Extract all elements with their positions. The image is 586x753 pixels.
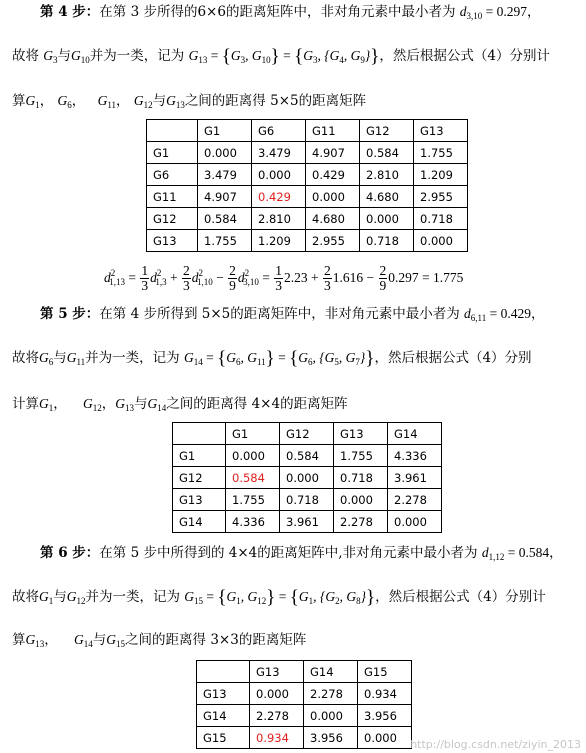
distance-cell: 1.209 xyxy=(414,164,468,186)
distance-cell: 1.755 xyxy=(198,230,252,252)
distance-cell: 0.000 xyxy=(280,467,334,489)
distance-cell: 2.955 xyxy=(306,230,360,252)
step4-set-expr: $G_{13} = \{G_3$, $G_{10}\} = \{G_3$, {$G_4$, $G_9$}} xyxy=(188,46,380,67)
distance-cell: 0.584 xyxy=(280,445,334,467)
table-row xyxy=(197,727,412,749)
table-header-row xyxy=(197,661,412,683)
table-header-cell: G13 xyxy=(334,423,388,445)
distance-cell: 4.680 xyxy=(306,208,360,230)
table-header-cell xyxy=(147,120,198,142)
distance-cell: 1.755 xyxy=(414,142,468,164)
step4-line1 xyxy=(40,3,541,25)
table-header-cell: G12 xyxy=(280,423,334,445)
table-header-cell: G12 xyxy=(360,120,414,142)
table-header-cell xyxy=(173,423,226,445)
distance-cell: 2.278 xyxy=(334,511,388,533)
watermark: http://blog.csdn.net/ziyin_2013 xyxy=(410,738,581,751)
table-row xyxy=(173,511,442,533)
distance-cell: 0.934 xyxy=(250,727,304,749)
distance-cell: 0.000 xyxy=(358,727,412,749)
distance-cell: 4.907 xyxy=(306,142,360,164)
table-header-cell xyxy=(197,661,250,683)
step4-label: 第 4 步： xyxy=(40,4,100,20)
distance-cell: 3.479 xyxy=(252,142,306,164)
distance-cell: 0.000 xyxy=(226,445,280,467)
distance-cell: 0.429 xyxy=(252,186,306,208)
distance-cell: 4.336 xyxy=(226,511,280,533)
row-label-cell: G11 xyxy=(147,186,198,208)
step4-line3: 算$G_1$， $G_6$， $G_{11}$， $G_{12}$与$G_{13}$之间的距离得 5×5的距离矩阵 xyxy=(12,93,367,110)
distance-cell: 1.755 xyxy=(334,445,388,467)
formula-d-1-13: $d^2_{1,13}$ = $\frac{1}{3}$ $d^2_{1,3}$ + $\frac{2}{3}$ $d^2_{1,10}$ − $\frac{2}{9}$ $d^2_{3,10}$ = $\frac{1}{3}$ 2.23 + $\frac{2}{3}$ 1.616 − $\frac{2}{9}$ 0.297 = 1.775 xyxy=(104,263,464,294)
distance-cell: 0.000 xyxy=(334,489,388,511)
distance-matrix-3x3 xyxy=(196,660,412,749)
distance-cell: 0.934 xyxy=(358,683,412,705)
row-label-cell: G15 xyxy=(197,727,250,749)
row-label-cell: G6 xyxy=(147,164,198,186)
distance-cell: 0.000 xyxy=(388,511,442,533)
distance-cell: 0.718 xyxy=(280,489,334,511)
row-label-cell: G12 xyxy=(173,467,226,489)
distance-cell: 0.718 xyxy=(334,467,388,489)
row-label-cell: G14 xyxy=(173,511,226,533)
table-row xyxy=(197,705,412,727)
distance-cell: 0.429 xyxy=(306,164,360,186)
table-header-cell: G13 xyxy=(414,120,468,142)
step6-line2: 故将$G_1$与$G_{12}$并为一类，记为 $G_{15} = \{G_1$, $G_{12}\} = \{G_1$, {$G_2$, $G_8$}}，然后根据公式（4）分别计 xyxy=(12,587,546,608)
row-label-cell: G1 xyxy=(147,142,198,164)
distance-cell: 3.956 xyxy=(358,705,412,727)
table-header-cell: G6 xyxy=(252,120,306,142)
step5-line2: 故将$G_6$与$G_{11}$并为一类，记为 $G_{14} = \{G_6$, $G_{11}\} = \{G_6$, {$G_5$, $G_7$}}，然后根据公式（4）分别 xyxy=(12,348,532,369)
distance-cell: 4.907 xyxy=(198,186,252,208)
step4-min-expr: $d_{3,10} = 0.297$， xyxy=(459,4,541,21)
distance-cell: 0.584 xyxy=(226,467,280,489)
step6-line3: 算$G_{13}$， $G_{14}$与$G_{15}$之间的距离得 3×3的距离矩阵 xyxy=(12,632,307,649)
row-label-cell: G13 xyxy=(147,230,198,252)
table-header-cell: G13 xyxy=(250,661,304,683)
row-label-cell: G1 xyxy=(173,445,226,467)
step4-line2: 故将 $G_3$与$G_{10}$并为一类，记为 $G_{13} = \{G_3$, $G_{10}\} = \{G_3$, {$G_4$, $G_9$}}，然后根据公式（4）分别计 xyxy=(12,46,550,67)
distance-cell: 2.810 xyxy=(252,208,306,230)
step5-line1: 第 5 步：在第 4 步所得到 5×5的距离矩阵中，非对角元素中最小者为 $d_{6,11} = 0.429$， xyxy=(40,306,545,323)
distance-cell: 4.680 xyxy=(360,186,414,208)
distance-cell: 4.336 xyxy=(388,445,442,467)
distance-cell: 0.000 xyxy=(304,705,358,727)
distance-cell: 3.961 xyxy=(388,467,442,489)
table-row xyxy=(197,683,412,705)
distance-cell: 3.956 xyxy=(304,727,358,749)
distance-cell: 2.278 xyxy=(304,683,358,705)
step5-line3: 计算$G_1$， $G_{12}$，$G_{13}$与$G_{14}$之间的距离得 4×4的距离矩阵 xyxy=(12,396,348,413)
distance-matrix-4x4 xyxy=(172,422,442,533)
table-header-cell: G1 xyxy=(198,120,252,142)
table-row xyxy=(147,208,468,230)
step4-text1: 在第 3 步所得的6×6的距离矩阵中，非对角元素中最小者为 xyxy=(99,4,456,20)
table-row xyxy=(173,445,442,467)
distance-cell: 1.755 xyxy=(226,489,280,511)
distance-cell: 3.961 xyxy=(280,511,334,533)
table-row xyxy=(173,489,442,511)
row-label-cell: G13 xyxy=(197,683,250,705)
table-row xyxy=(147,142,468,164)
table-row xyxy=(147,164,468,186)
table-header-cell: G15 xyxy=(358,661,412,683)
table-header-row xyxy=(173,423,442,445)
distance-cell: 0.000 xyxy=(250,683,304,705)
distance-cell: 0.000 xyxy=(360,208,414,230)
row-label-cell: G14 xyxy=(197,705,250,727)
distance-cell: 0.000 xyxy=(198,142,252,164)
distance-cell: 2.810 xyxy=(360,164,414,186)
distance-cell: 0.718 xyxy=(414,208,468,230)
distance-cell: 0.584 xyxy=(198,208,252,230)
distance-cell: 0.718 xyxy=(360,230,414,252)
table-row xyxy=(147,186,468,208)
table-row xyxy=(147,230,468,252)
distance-cell: 2.278 xyxy=(388,489,442,511)
row-label-cell: G12 xyxy=(147,208,198,230)
distance-cell: 0.584 xyxy=(360,142,414,164)
table-header-cell: G1 xyxy=(226,423,280,445)
distance-cell: 0.000 xyxy=(306,186,360,208)
table-header-cell: G11 xyxy=(306,120,360,142)
table-header-cell: G14 xyxy=(388,423,442,445)
distance-cell: 3.479 xyxy=(198,164,252,186)
distance-cell: 1.209 xyxy=(252,230,306,252)
distance-cell: 2.278 xyxy=(250,705,304,727)
table-header-row xyxy=(147,120,468,142)
table-header-cell: G14 xyxy=(304,661,358,683)
distance-matrix-5x5 xyxy=(146,119,468,252)
step6-line1: 第 6 步：在第 5 步中所得到的 4×4的距离矩阵中,非对角元素中最小者为 $d_{1,12} = 0.584$， xyxy=(40,545,563,562)
distance-cell: 0.000 xyxy=(252,164,306,186)
distance-cell: 0.000 xyxy=(414,230,468,252)
table-row xyxy=(173,467,442,489)
distance-cell: 2.955 xyxy=(414,186,468,208)
row-label-cell: G13 xyxy=(173,489,226,511)
